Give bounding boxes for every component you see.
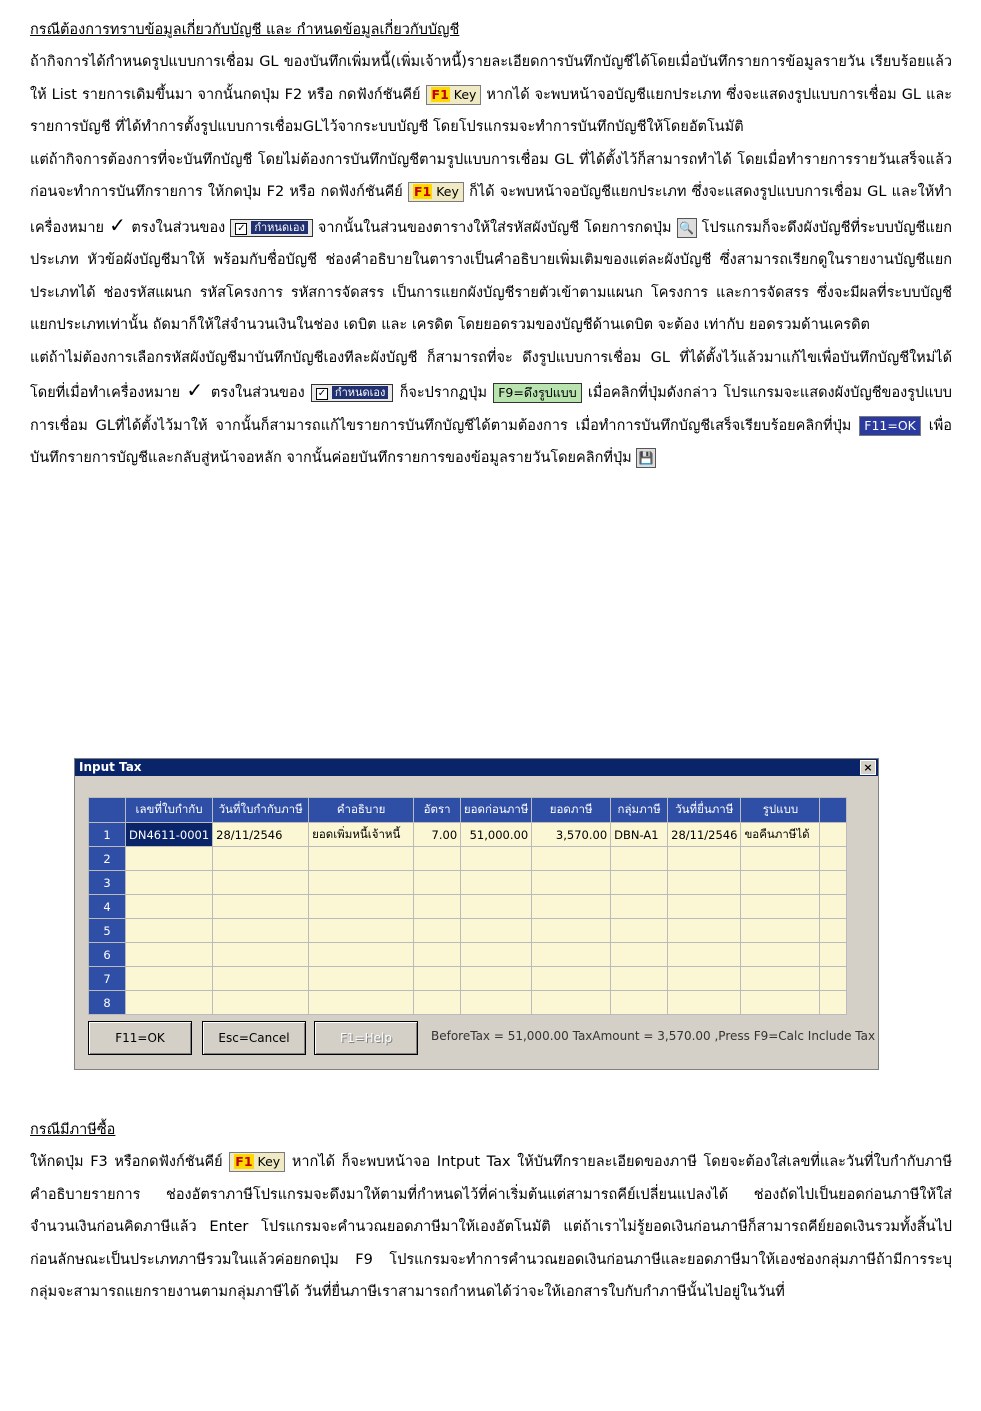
paragraph-manual-entry: [30, 144, 952, 342]
ok-button[interactable]: F11=OK: [88, 1021, 192, 1055]
file-date-cell[interactable]: 28/11/2546: [668, 823, 741, 847]
description-cell[interactable]: ยอดเพิ่มหนี้เจ้าหนี้: [309, 823, 414, 847]
cancel-button[interactable]: Esc=Cancel: [202, 1021, 306, 1055]
paragraph-text: ก็ได้ จะพบหน้าจอบัญชีแยกประเภท ซึ่งจะแสดงรูปแบบการเชื่อม GL และให้ทำเครื่องหมาย: [30, 184, 953, 236]
document-body-lower: [30, 1114, 952, 1309]
f1-key-icon: F1 Key: [229, 1152, 285, 1172]
dialog-title: Input Tax ×: [75, 759, 878, 776]
paragraph-text: ก็จะปรากฏปุ่ม: [399, 385, 488, 401]
grid-header-row: [89, 798, 847, 823]
section-heading-account: กรณีต้องการทราบข้อมูลเกี่ยวกับบัญชี และ กำหนดข้อมูลเกี่ยวกับบัญชี: [30, 22, 460, 38]
paragraph-text: ตรงในส่วนของ: [210, 385, 305, 401]
column-header: วันที่ยื่นภาษี: [668, 798, 741, 823]
table-row[interactable]: 8: [89, 991, 847, 1015]
table-row[interactable]: 3: [89, 871, 847, 895]
column-header: ยอดก่อนภาษี: [461, 798, 532, 823]
tax-amount-cell[interactable]: 3,570.00: [532, 823, 611, 847]
table-row[interactable]: 6: [89, 943, 847, 967]
column-header: อัตรา: [414, 798, 461, 823]
paragraph-text: โปรแกรมก็จะดึงผังบัญชีที่ระบบบัญชีแยกประเภท หัวข้อผังบัญชีมาให้ พร้อมกับชื่อบัญชี ช่องคำอธิบายในตารางเป็นคำอธิบายเพิ่มเติมของแต่ละผังบัญชี ซึ่งสามารถเรียกดูในรายงานบัญชีแยกประเภทได้ ช่องรหัสแผนก รหัสโครงการ รหัสการจัดสรร เป็นการแยกผังบัญชีรายตัวเข้าตามแผนก โครงการ และการจัดสรร ซึ่งจะมีผลที่ระบบบัญชีแยกประเภทเท่านั้น ถัดมาก็ให้ใส่จำนวนเงินในช่อง เดบิต และ เครดิต โดยยอดรวมของบัญชีด้านเดบิต จะต้อง เท่ากับ ยอดรวมด้านเครดิต: [30, 219, 953, 333]
document-body: [30, 0, 952, 475]
paragraph-text: ถ้ากิจการได้กำหนดรูปแบบการเชื่อม GL ของบันทึกเพิ่มหนี้(เพิ่มเจ้าหนี้)รายละเอียดการบันทึกบัญชีได้โดยเมื่อบันทึกรายการข้อมูลรายวัน เรียบร้อยแล้วให้ List รายการเดิมขึ้นมา จากนั้นกดปุ่ม F2 หรือ กดฟังก์ชันคีย์: [30, 54, 952, 103]
paragraph-text: ให้กดปุ่ม F3 หรือกดฟังก์ชันคีย์: [30, 1154, 223, 1170]
f1-key-icon: F1 Key: [408, 182, 464, 202]
input-tax-dialog: [74, 758, 879, 1070]
paragraph-text: หากได้ ก็จะพบหน้าจอ Intput Tax ให้บันทึกรายละเอียดของภาษี โดยจะต้องใส่เลขที่และวันที่ใบกำกับภาษี คำอธิบายรายการ ช่องอัตราภาษีโปรแกรมจะดึงมาให้ตามที่กำหนดไว้ที่ค่าเริ่มต้นแต่สามารถคีย์เปลี่ยนแปลงได้ ช่องถัดไปเป็นยอดก่อนภาษีให้ใส่จำนวนเงินก่อนคิดภาษีแล้ว Enter โปรแกรมจะคำนวณยอดภาษีมาให้เองอัตโนมัติ แต่ถ้าเราไม่รู้ยอดเงินก่อนภาษีก็สามารถคีย์ยอดเงินรวมทั้งสิ้นไปก่อนลักษณะเป็นประเภทภาษีรวมในแล้วค่อยกดปุ่ม F9 โปรแกรมจะทำการคำนวณยอดเงินก่อนภาษีและยอดภาษีมาให้เองช่องกลุ่มภาษีถ้ามีการระบุกลุ่มจะสามารถแยกรายงานตามกลุ่มภาษีได้ วันที่ยื่นภาษีเราสามารถกำหนดได้ว่าจะให้เอกสารใบกับกำภาษีนั้นไปอยู่ในวันที่: [30, 1154, 953, 1300]
paragraph-text: ตรงในส่วนของ: [131, 219, 226, 236]
column-header: กลุ่มภาษี: [611, 798, 668, 823]
paragraph-gl-link: [30, 46, 952, 144]
checkmark-icon: ✓: [109, 212, 127, 237]
row-number-header: [89, 798, 126, 823]
tax-group-cell[interactable]: DBN-A1: [611, 823, 668, 847]
table-row[interactable]: [89, 823, 847, 847]
f11-button-icon: F11=OK: [859, 416, 921, 436]
row-number: 1: [89, 823, 126, 847]
tax-grid: [88, 797, 847, 1015]
paragraph-text: หากได้ จะพบหน้าจอบัญชีแยกประเภท ซึ่งจะแสดงรูปแบบการเชื่อม GL และรายการบัญชี ที่ได้ทำการตั้งรูปแบบการเชื่อมGLไว้จากระบบบัญชี โดยโปรแกรมจะทำการบันทึกบัญชีให้โดยอัตโนมัติ: [30, 86, 953, 135]
paragraph-text: แต่ถ้ากิจการต้องการที่จะบันทึกบัญชี โดยไม่ต้องการบันทึกบัญชีตามรูปแบบการเชื่อม GL ที่ได้ตั้งไว้ก็สามารถทำได้ โดยเมื่อทำรายการรายวันเสร็จแล้ว ก่อนจะทำการบันทึกรายการ ให้กดปุ่ม F2 หรือ กดฟังก์ชันคีย์: [30, 151, 952, 200]
search-icon: 🔍: [677, 218, 697, 238]
paragraph-text: จากนั้นในส่วนของตารางให้ใส่รหัสผังบัญชี โดยการกดปุ่ม: [317, 219, 672, 236]
form-cell[interactable]: ขอคืนภาษีได้: [741, 823, 820, 847]
paragraph-text: เพื่อบันทึกรายการบัญชีและกลับสู่หน้าจอหลัก จากนั้นค่อยบันทึกรายการของข้อมูลรายวันโดยคลิกที่ปุ่ม: [30, 417, 953, 466]
before-tax-cell[interactable]: 51,000.00: [461, 823, 532, 847]
column-header: รูปแบบ: [741, 798, 820, 823]
doc-date-cell[interactable]: 28/11/2546: [213, 823, 309, 847]
paragraph-pull-template: [30, 342, 952, 475]
column-header: ยอดภาษี: [532, 798, 611, 823]
table-row[interactable]: 7: [89, 967, 847, 991]
help-button[interactable]: F1=Help: [314, 1021, 418, 1055]
status-text: BeforeTax = 51,000.00 TaxAmount = 3,570.00 ,Press F9=Calc Include Tax: [431, 1029, 876, 1043]
save-icon: 💾: [636, 448, 656, 468]
paragraph-text: แต่ถ้าไม่ต้องการเลือกรหัสผังบัญชีมาบันทึกบัญชีเองทีละผังบัญชี ก็สามารถที่จะ ดึงรูปแบบการเชื่อม GL ที่ได้ตั้งไว้แล้วมาแก้ไขเพื่อบันทึกบัญชีใหม่ได้ โดยที่เมื่อทำเครื่องหมาย: [30, 349, 952, 401]
column-header: วันที่ใบกำกับภาษี: [213, 798, 309, 823]
column-header: คำอธิบาย: [309, 798, 414, 823]
section-heading-purchase-tax: กรณีมีภาษีซื้อ: [30, 1122, 116, 1138]
custom-checkbox-icon: ✓ กำหนดเอง: [311, 384, 394, 402]
paragraph-text: เมื่อคลิกที่ปุ่มดังกล่าว โปรแกรมจะแสดงผังบัญชีของรูปแบบการเชื่อม GLที่ได้ตั้งไว้มาให้ จากนั้นก็สามารถแก้ไขรายการบันทึกบัญชีได้ตามต้องการ เมื่อทำการบันทึกบัญชีเสร็จเรียบร้อยคลิกที่ปุ่ม: [30, 385, 953, 434]
f9-button-icon: F9=ดึงรูปแบบ: [493, 383, 581, 403]
table-row[interactable]: 2: [89, 847, 847, 871]
table-row[interactable]: 4: [89, 895, 847, 919]
table-row[interactable]: 5: [89, 919, 847, 943]
column-header: เลขที่ใบกำกับ: [126, 798, 213, 823]
close-icon[interactable]: ×: [860, 760, 876, 775]
f1-key-icon: F1 Key: [426, 85, 482, 105]
checkmark-icon: ✓: [186, 378, 205, 402]
rate-cell[interactable]: 7.00: [414, 823, 461, 847]
custom-checkbox-icon: ✓ กำหนดเอง: [230, 219, 313, 237]
paragraph-input-tax: [30, 1146, 952, 1309]
doc-number-cell[interactable]: DN4611-0001: [126, 823, 213, 847]
